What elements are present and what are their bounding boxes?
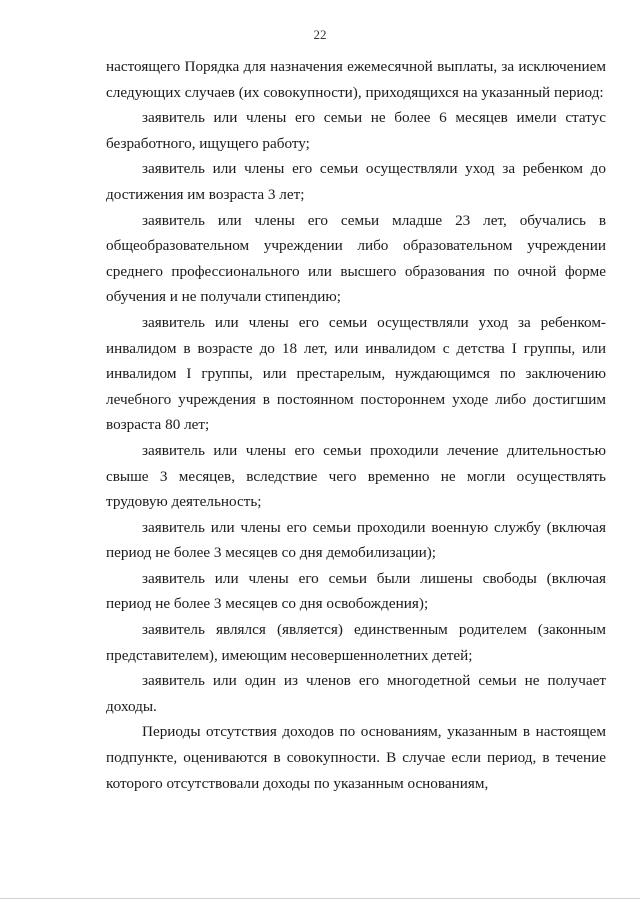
list-item-single-parent: заявитель являлся (является) единственным родителем (законным представителем), имеющим несовершеннолетних детей; bbox=[106, 621, 606, 664]
list-item-disabled-care: заявитель или члены его семьи осуществляли уход за ребенком-инвалидом в возрасте до 18 лет, или инвалидом с детства I группы, или инвалидом I группы, или престарелым, нуждающимся по заключению лечебного учреждения в постоянном постороннем уходе либо достигшим возраста 80 лет; bbox=[106, 313, 606, 434]
list-item-large-family: заявитель или один из членов его многодетной семьи не получает доходы. bbox=[106, 672, 606, 715]
list-item-medical-treatment: заявитель или члены его семьи проходили лечение длительностью свыше 3 месяцев, вследствие чего временно не могли осуществлять трудовую деятельность; bbox=[106, 441, 606, 511]
paragraph-continuation: настоящего Порядка для назначения ежемесячной выплаты, за исключением следующих случаев (их совокупности), приходящихся на указанный период: bbox=[106, 58, 606, 101]
list-item-unemployed: заявитель или члены его семьи не более 6 месяцев имели статус безработного, ищущего работу; bbox=[106, 109, 606, 152]
page-number: 22 bbox=[313, 27, 327, 42]
list-item-childcare: заявитель или члены его семьи осуществляли уход за ребенком до достижения им возраста 3 лет; bbox=[106, 160, 606, 203]
document-body bbox=[106, 54, 606, 796]
list-item-imprisonment: заявитель или члены его семьи были лишены свободы (включая период не более 3 месяцев со дня освобождения); bbox=[106, 569, 606, 613]
list-item-military-service: заявитель или члены его семьи проходили военную службу (включая период не более 3 месяцев со дня демобилизации); bbox=[106, 518, 606, 562]
list-item-students: заявитель или члены его семьи младше 23 лет, обучались в общеобразовательном учреждении либо образовательном учреждении среднего профессионального или высшего образования по очной форме обучения и не получали стипендию; bbox=[106, 211, 606, 306]
page-bottom-edge bbox=[0, 898, 640, 899]
paragraph-periods: Периоды отсутствия доходов по основаниям, указанным в настоящем подпункте, оцениваются в совокупности. В случае если период, в течение которого отсутствовали доходы по указанным основаниям, bbox=[106, 723, 606, 792]
